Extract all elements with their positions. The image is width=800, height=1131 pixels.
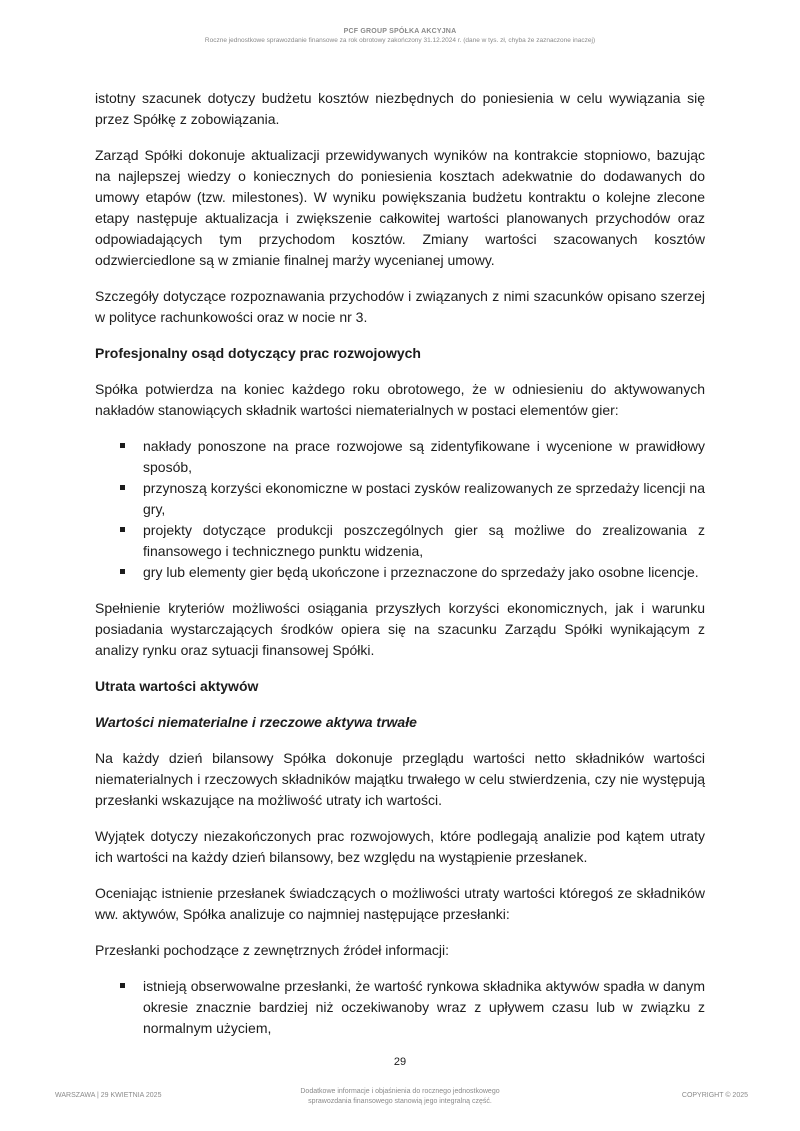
paragraph: Zarząd Spółki dokonuje aktualizacji przewidywanych wyników na kontrakcie stopniowo, bazując na najlepszej wiedzy o koniecznych do poniesienia kosztach adekwatnie do dodawanych do umowy etapów (tzw. milestones). W wyniku powiększania budżetu kontraktu o kolejne zlecone etapy następuje aktualizacja i zwiększenie całkowitej wartości planowanych przychodów oraz odpowiadających tym przychodom kosztów. Zmiany wartości szacowanych kosztów odzwierciedlone są w zmianie finalnej marży wycenianej umowy.	[95, 147, 705, 268]
list-item: gry lub elementy gier będą ukończone i przeznaczone do sprzedaży jako osobne licencje.	[95, 562, 705, 583]
header-subtitle: Roczne jednostkowe sprawozdanie finansowe za rok obrotowy zakończony 31.12.2024 r. (dane w tys. zł, chyba że zaznaczone inaczej)	[204, 37, 596, 44]
footer-location-date: WARSZAWA | 29 KWIETNIA 2025	[55, 1092, 162, 1099]
footer-copyright: COPYRIGHT © 2025	[681, 1092, 748, 1099]
document-body	[95, 88, 705, 1054]
section-heading: Profesjonalny osąd dotyczący prac rozwojowych	[95, 345, 421, 361]
paragraph: Przesłanki pochodzące z zewnętrznych źródeł informacji:	[95, 942, 450, 958]
list-item: istnieją obserwowalne przesłanki, że wartość rynkowa składnika aktywów spadła w danym okresie znacznie bardziej niż oczekiwanoby wraz z upływem czasu lub w związku z normalnym użyciem,	[95, 976, 705, 1039]
page-header	[0, 28, 800, 44]
paragraph: Na każdy dzień bilansowy Spółka dokonuje przeglądu wartości netto składników wartości niematerialnych i rzeczowych składników majątku trwałego w celu stwierdzenia, czy nie występują przesłanki wskazujące na możliwość utraty ich wartości.	[95, 750, 705, 808]
paragraph: Wyjątek dotyczy niezakończonych prac rozwojowych, które podlegają analizie pod kątem utraty ich wartości na każdy dzień bilansowy, bez względu na wystąpienie przesłanek.	[95, 828, 705, 865]
header-company-name: PCF GROUP SPÓŁKA AKCYJNA	[343, 28, 457, 35]
bullet-list	[95, 436, 705, 583]
paragraph: Spółka potwierdza na koniec każdego roku obrotowego, że w odniesieniu do aktywowanych nakładów stanowiących składnik wartości niematerialnych w postaci elementów gier:	[95, 381, 705, 418]
section-heading: Utrata wartości aktywów	[95, 678, 259, 694]
paragraph: istotny szacunek dotyczy budżetu kosztów niezbędnych do poniesienia w celu wywiązania się przez Spółkę z zobowiązania.	[95, 90, 705, 127]
footer-note-line: sprawozdania finansowego stanowią jego integralną część.	[308, 1098, 492, 1105]
bullet-list	[95, 976, 705, 1039]
paragraph: Oceniając istnienie przesłanek świadczących o możliwości utraty wartości któregoś ze składników ww. aktywów, Spółka analizuje co najmniej następujące przesłanki:	[95, 885, 705, 922]
list-item: projekty dotyczące produkcji poszczególnych gier są możliwe do zrealizowania z finansowego i technicznego punktu widzenia,	[95, 520, 705, 562]
list-item: nakłady ponoszone na prace rozwojowe są zidentyfikowane i wycenione w prawidłowy sposób,	[95, 436, 705, 478]
footer-note	[250, 1087, 550, 1107]
footer-note-line: Dodatkowe informacje i objaśnienia do rocznego jednostkowego	[300, 1088, 500, 1095]
list-item: przynoszą korzyści ekonomiczne w postaci zysków realizowanych ze sprzedaży licencji na gry,	[95, 478, 705, 520]
paragraph: Spełnienie kryteriów możliwości osiągania przyszłych korzyści ekonomicznych, jak i warunku posiadania wystarczających środków opiera się na szacunku Zarządu Spółki wynikającym z analizy rynku oraz sytuacji finansowej Spółki.	[95, 600, 705, 658]
page-number: 29	[393, 1056, 407, 1068]
subsection-heading: Wartości niematerialne i rzeczowe aktywa trwałe	[95, 714, 417, 730]
paragraph: Szczegóły dotyczące rozpoznawania przychodów i związanych z nimi szacunków opisano szerzej w polityce rachunkowości oraz w nocie nr 3.	[95, 288, 705, 325]
